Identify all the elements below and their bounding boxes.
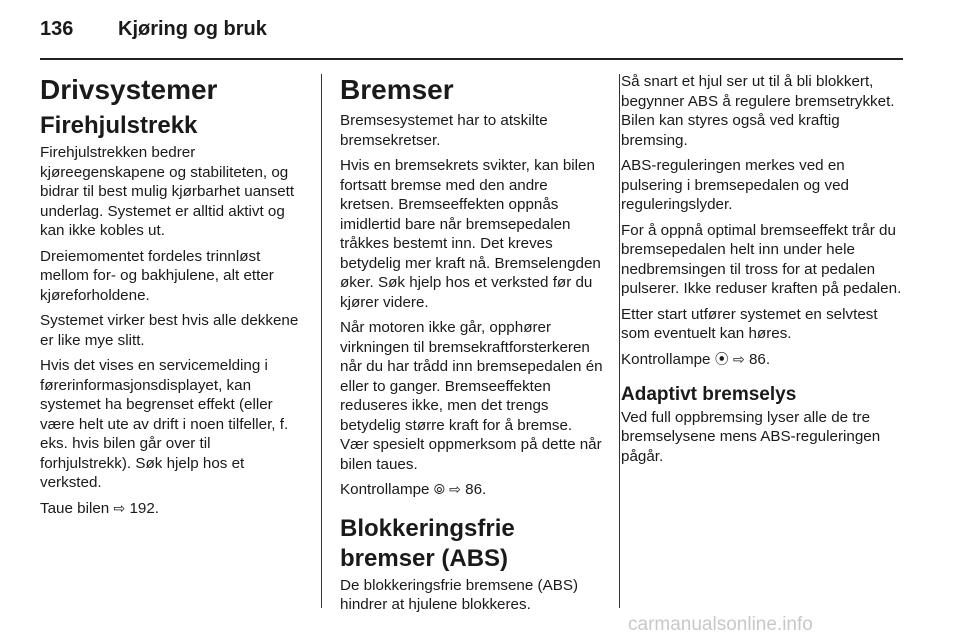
column-divider-2 — [619, 74, 620, 608]
reference-text: Taue bilen — [40, 499, 110, 517]
chapter-title: Drivsystemer — [40, 74, 218, 105]
paragraph: Dreiemomentet fordeles trinnløst mellom for- og bakhjulene, alt etter kjøreforholdene. — [40, 247, 274, 304]
header-rule — [40, 58, 903, 60]
watermark: carmanualsonline.info — [628, 614, 813, 635]
paragraph: Bremsesystemet har to atskilte bremsekretser. — [340, 112, 548, 149]
section-heading-abs: Blokkeringsfrie bremser (ABS) — [340, 514, 515, 572]
reference-page: 192. — [129, 499, 160, 517]
brake-warning-icon: ⦾ — [433, 481, 445, 497]
paragraph: Når motoren ikke går, opphører virkningen til bremsekraftforsterkeren når du har trådd inn bremsepedalen én eller to ganger. Bremseeffekten reduseres ikke, men det trengs betydelig større kraft for å bremse. Vær spesielt oppmerksom på dette når bilen taues. — [340, 319, 603, 473]
column-2 — [340, 72, 604, 621]
section-title: Kjøring og bruk — [118, 18, 267, 40]
paragraph: De blokkeringsfrie bremsene (ABS) hindrer at hjulene blokkeres. — [340, 576, 579, 613]
paragraph: Etter start utfører systemet en selvtest som eventuelt kan høres. — [621, 305, 878, 342]
reference-page: 86. — [748, 350, 771, 368]
paragraph: Ved full oppbremsing lyser alle de tre bremselysene mens ABS-reguleringen pågår. — [621, 408, 881, 465]
page-number: 136 — [40, 18, 74, 40]
cross-reference[interactable] — [340, 480, 604, 500]
column-3 — [621, 72, 903, 472]
ref-arrow-icon: ⇨ — [732, 350, 745, 367]
reference-page: 86. — [465, 481, 487, 498]
column-divider-1 — [321, 74, 322, 608]
paragraph: Firehjulstrekken bedrer kjøreegenskapene og stabiliteten, og bidrar til best mulig kjørbarhet uansett underlag. Systemet er alltid aktivt og kan ikke kobles ut. — [40, 144, 295, 239]
ref-arrow-icon: ⇨ — [449, 481, 461, 497]
column-1 — [40, 72, 302, 524]
paragraph: Hvis en bremsekrets svikter, kan bilen fortsatt bremse med den andre kretsen. Bremseeffekten oppnås imidlertid bare når bremsepedalen tråkkes bestemt inn. Det kreves betydelig mer kraft nå. Bremselengden øker. Søk hjelp hos et verksted før du kjører videre. — [340, 157, 601, 311]
paragraph: ABS-reguleringen merkes ved en pulsering i bremsepedalen og ved reguleringslyder. — [621, 157, 849, 213]
reference-text: Kontrollampe — [340, 481, 430, 498]
section-heading-awd: Firehjulstrekk — [40, 112, 198, 139]
paragraph: Systemet virker best hvis alle dekkene er like mye slitt. — [40, 312, 299, 349]
cross-reference[interactable] — [621, 350, 903, 370]
ref-arrow-icon: ⇨ — [113, 499, 126, 516]
abs-warning-icon: ⦿ — [714, 350, 729, 367]
paragraph: Så snart et hjul ser ut til å bli blokkert, begynner ABS å regulere bremsetrykket. Bilen kan styres også ved kraftig bremsing. — [621, 73, 895, 149]
cross-reference[interactable] — [40, 499, 302, 519]
paragraph: For å oppnå optimal bremseeffekt trår du bremsepedalen helt inn under hele nedbremsingen til tross for at pedalen pulserer. Ikke reduser kraften på pedalen. — [621, 221, 902, 297]
section-heading-adaptive-brake-light: Adaptivt bremselys — [621, 384, 797, 405]
section-heading-brakes: Bremser — [340, 74, 454, 105]
reference-text: Kontrollampe — [621, 350, 711, 368]
paragraph: Hvis det vises en servicemelding i førerinformasjonsdisplayet, kan systemet ha begrenset effekt (eller være helt ute av drift i noen tilfeller, f. eks. hvis bilen går over til forhjulstrekk). Søk hjelp hos et verksted. — [40, 357, 289, 491]
